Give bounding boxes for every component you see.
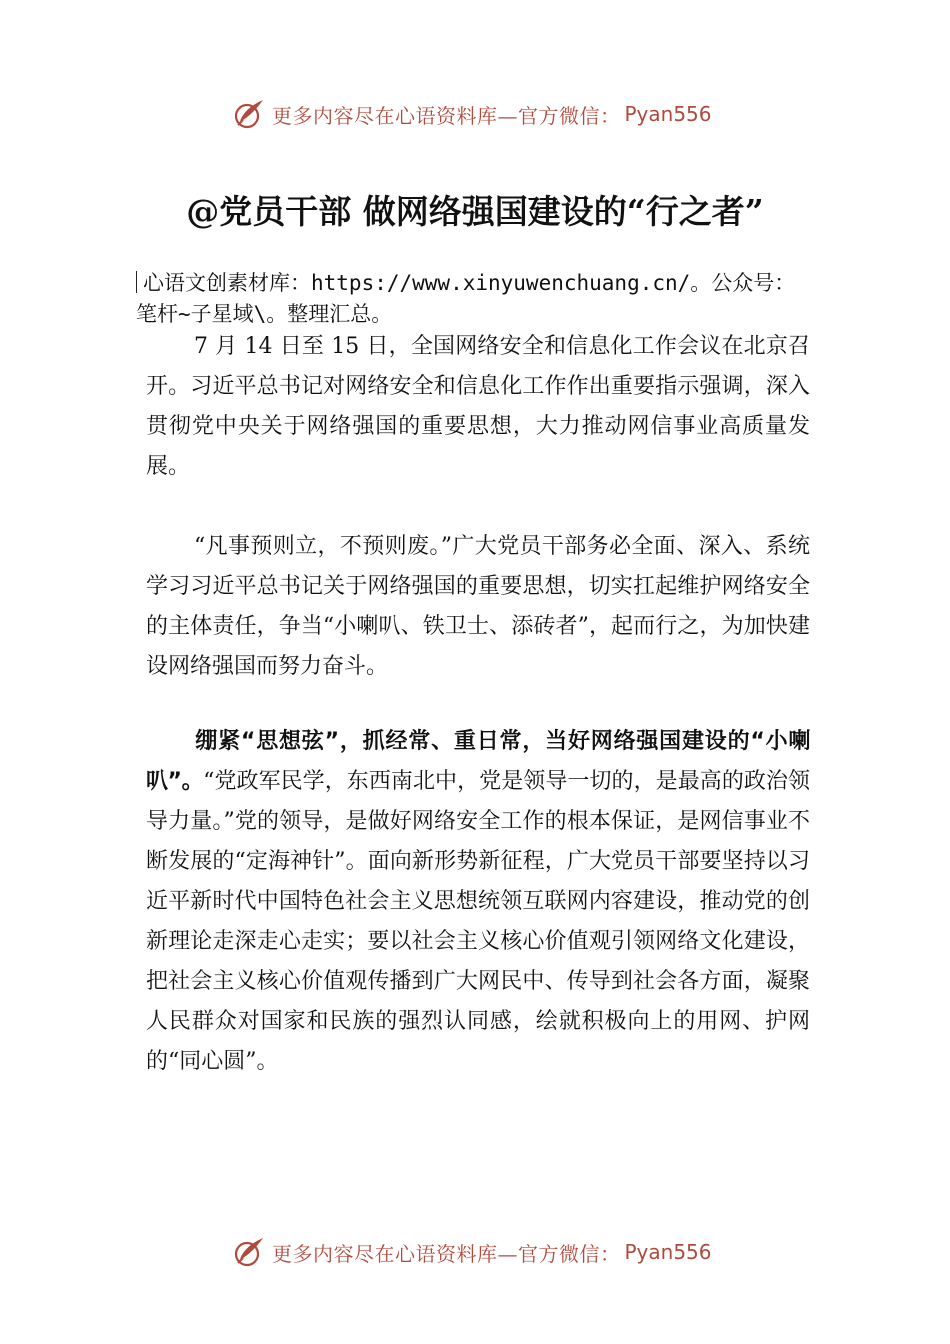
paragraph-1-text: 7 月 14 日至 15 日，全国网络安全和信息化工作会议在北京召开。习近平总书记对网络安全和信息化工作作出重要指示强调，深入贯彻党中央关于网络强国的重要思想，大力推动网信事业高质量发展。: [146, 334, 810, 479]
paragraph-3: [146, 722, 810, 1082]
paragraph-2: [146, 527, 810, 687]
paragraph-1: [146, 327, 810, 487]
source-line-text: 心语文创素材库：https://www.xinyuwenchuang.cn/。公众号：笔杆~子星域\。整理汇总。: [136, 271, 796, 326]
quill-pen-logo-icon: [232, 97, 266, 131]
footer-watermark: [232, 1234, 712, 1270]
paragraph-2-text: “凡事预则立，不预则废。”广大党员干部务必全面、深入、系统学习习近平总书记关于网络强国的重要思想，切实扛起维护网络安全的主体责任，争当“小喇叭、铁卫士、添砖者”，起而行之，为加快建设网络强国而努力奋斗。: [146, 534, 810, 679]
watermark-text: 更多内容尽在心语资料库—官方微信：: [272, 1241, 621, 1266]
quill-pen-logo-icon: [232, 1235, 266, 1269]
article-title: @党员干部 做网络强国建设的“行之者”: [186, 192, 764, 231]
paragraph-3-text: “党政军民学，东西南北中，党是领导一切的，是最高的政治领导力量。”党的领导，是做好网络安全工作的根本保证，是网信事业不断发展的“定海神针”。面向新形势新征程，广大党员干部要坚持以习近平新时代中国特色社会主义思想统领互联网内容建设，推动党的创新理论走深走心走实；要以社会主义核心价值观引领网络文化建设，把社会主义核心价值观传播到广大网民中、传导到社会各方面，凝聚人民群众对国家和民族的强烈认同感，绘就积极向上的用网、护网的“同心圆”。: [146, 769, 810, 1074]
watermark-handle: Pyan556: [624, 102, 712, 126]
text-cursor-bar: [136, 271, 137, 293]
watermark-handle: Pyan556: [624, 1240, 712, 1264]
watermark-text: 更多内容尽在心语资料库—官方微信：: [272, 103, 621, 128]
source-line: [136, 268, 816, 330]
section-heading: 绷紧“思想弦”，抓经常、重日常，当好网络强国建设的“小喇叭”。: [146, 729, 810, 794]
header-watermark: [232, 96, 712, 132]
